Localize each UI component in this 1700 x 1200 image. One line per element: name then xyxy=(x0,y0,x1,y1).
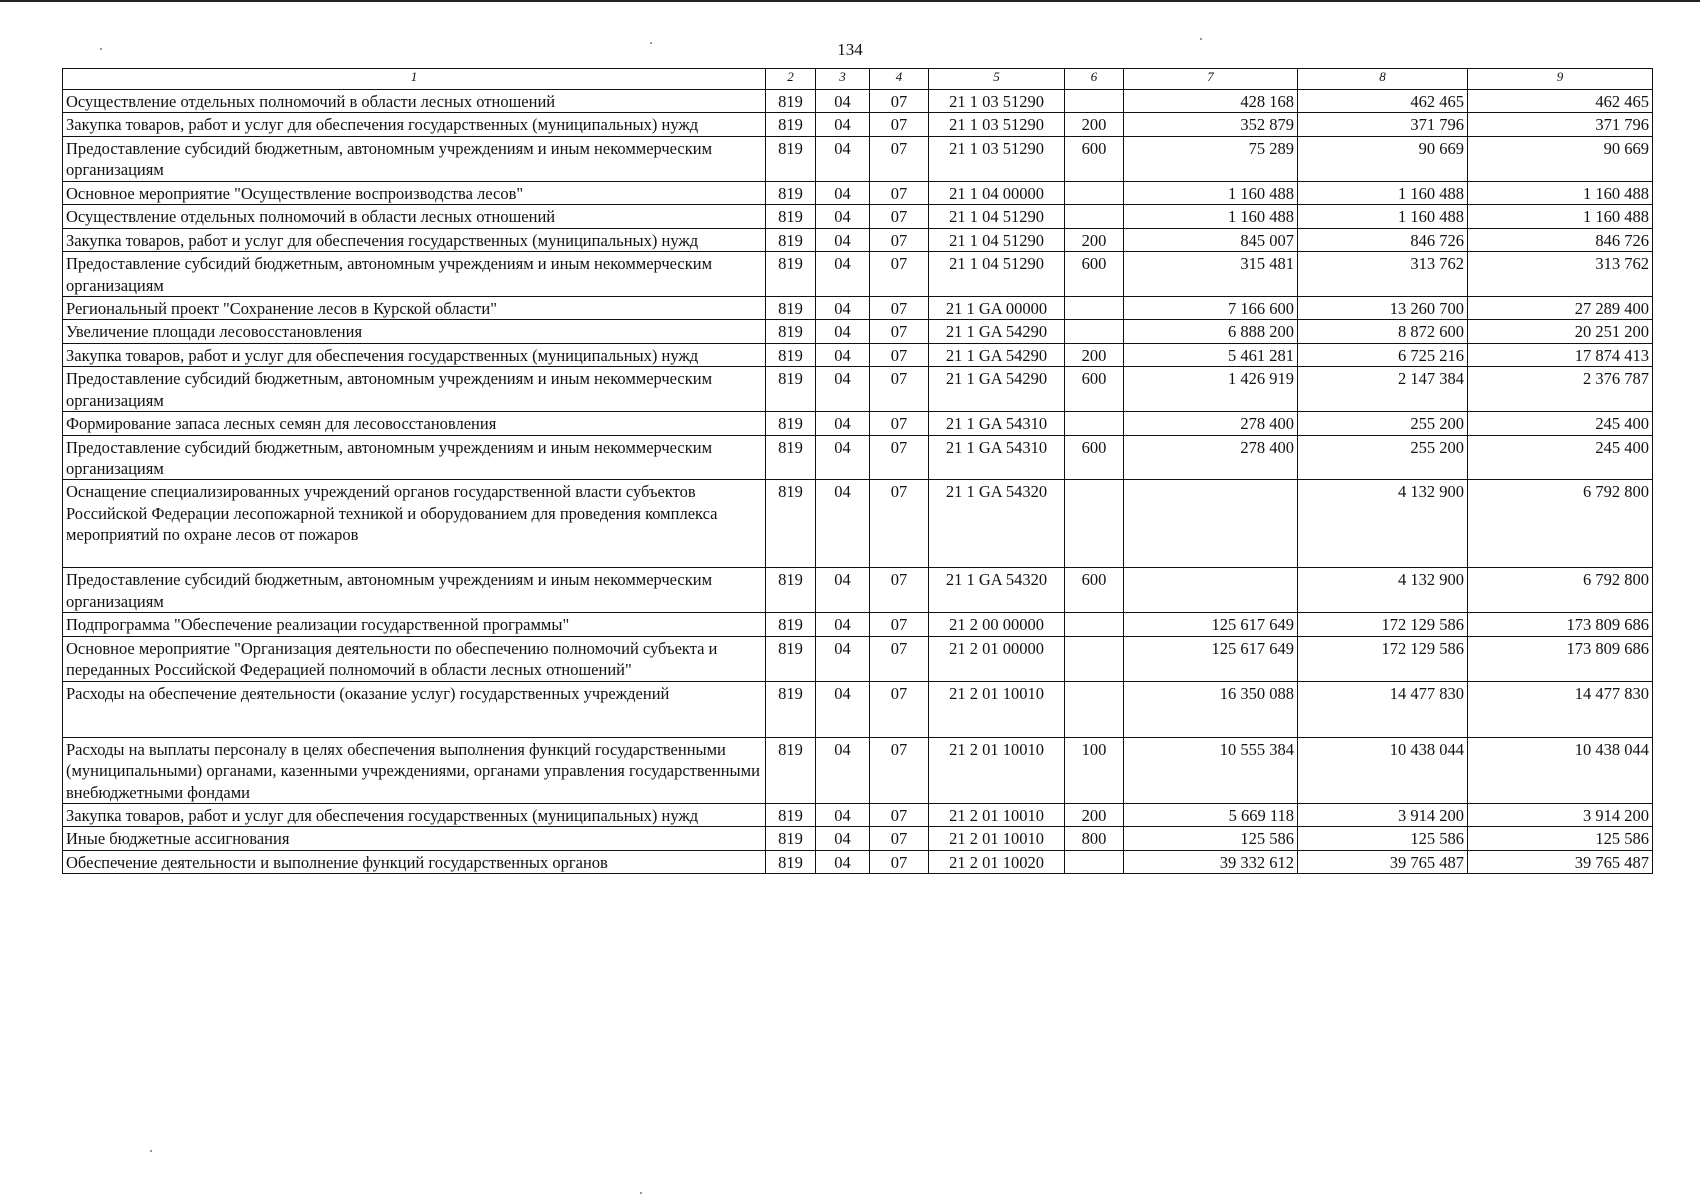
chapter-code: 819 xyxy=(766,113,816,136)
section-code: 04 xyxy=(816,367,870,412)
amount-col-8: 255 200 xyxy=(1298,412,1468,435)
row-name: Основное мероприятие "Осуществление воспроизводства лесов" xyxy=(63,181,766,204)
amount-col-7: 1 160 488 xyxy=(1124,181,1298,204)
column-header: 6 xyxy=(1065,69,1124,90)
amount-col-8: 172 129 586 xyxy=(1298,636,1468,681)
table-row xyxy=(63,136,1653,181)
section-code: 04 xyxy=(816,681,870,737)
section-code: 04 xyxy=(816,252,870,297)
amount-col-9: 313 762 xyxy=(1468,252,1653,297)
chapter-code: 819 xyxy=(766,296,816,319)
amount-col-9: 371 796 xyxy=(1468,113,1653,136)
scan-speck xyxy=(640,1192,642,1194)
table-row xyxy=(63,90,1653,113)
budget-table xyxy=(62,68,1653,874)
section-code: 04 xyxy=(816,320,870,343)
table-row xyxy=(63,850,1653,873)
expense-type-code: 600 xyxy=(1065,367,1124,412)
amount-col-8: 172 129 586 xyxy=(1298,613,1468,636)
amount-col-7: 352 879 xyxy=(1124,113,1298,136)
chapter-code: 819 xyxy=(766,827,816,850)
amount-col-7: 125 617 649 xyxy=(1124,636,1298,681)
target-article-code: 21 2 01 10010 xyxy=(929,803,1065,826)
amount-col-8: 2 147 384 xyxy=(1298,367,1468,412)
subsection-code: 07 xyxy=(870,181,929,204)
table-row xyxy=(63,827,1653,850)
subsection-code: 07 xyxy=(870,320,929,343)
row-name: Предоставление субсидий бюджетным, автономным учреждениям и иным некоммерческим организациям xyxy=(63,367,766,412)
expense-type-code xyxy=(1065,412,1124,435)
column-header: 5 xyxy=(929,69,1065,90)
amount-col-9: 2 376 787 xyxy=(1468,367,1653,412)
chapter-code: 819 xyxy=(766,252,816,297)
amount-col-9: 245 400 xyxy=(1468,435,1653,480)
amount-col-7: 125 586 xyxy=(1124,827,1298,850)
target-article-code: 21 1 GA 54290 xyxy=(929,320,1065,343)
amount-col-7: 845 007 xyxy=(1124,228,1298,251)
amount-col-9: 39 765 487 xyxy=(1468,850,1653,873)
subsection-code: 07 xyxy=(870,568,929,613)
amount-col-9: 20 251 200 xyxy=(1468,320,1653,343)
amount-col-8: 4 132 900 xyxy=(1298,568,1468,613)
column-header: 7 xyxy=(1124,69,1298,90)
row-name: Основное мероприятие "Организация деятельности по обеспечению полномочий субъекта и переданных Российской Федерацией полномочий в области лесных отношений" xyxy=(63,636,766,681)
amount-col-9: 1 160 488 xyxy=(1468,181,1653,204)
section-code: 04 xyxy=(816,803,870,826)
table-row xyxy=(63,367,1653,412)
amount-col-7 xyxy=(1124,568,1298,613)
target-article-code: 21 1 04 51290 xyxy=(929,252,1065,297)
amount-col-7: 7 166 600 xyxy=(1124,296,1298,319)
amount-col-8: 255 200 xyxy=(1298,435,1468,480)
expense-type-code: 600 xyxy=(1065,435,1124,480)
amount-col-7: 6 888 200 xyxy=(1124,320,1298,343)
amount-col-8: 6 725 216 xyxy=(1298,343,1468,366)
page-number: 134 xyxy=(837,40,863,59)
expense-type-code xyxy=(1065,636,1124,681)
amount-col-9: 173 809 686 xyxy=(1468,613,1653,636)
amount-col-7 xyxy=(1124,480,1298,568)
table-row xyxy=(63,320,1653,343)
section-code: 04 xyxy=(816,113,870,136)
chapter-code: 819 xyxy=(766,681,816,737)
section-code: 04 xyxy=(816,827,870,850)
expense-type-code: 200 xyxy=(1065,343,1124,366)
amount-col-7: 278 400 xyxy=(1124,435,1298,480)
target-article-code: 21 2 01 10010 xyxy=(929,681,1065,737)
column-header: 2 xyxy=(766,69,816,90)
row-name: Осуществление отдельных полномочий в области лесных отношений xyxy=(63,205,766,228)
section-code: 04 xyxy=(816,136,870,181)
amount-col-7: 39 332 612 xyxy=(1124,850,1298,873)
row-name: Расходы на выплаты персоналу в целях обеспечения выполнения функций государственными (муниципальными) органами, казенными учреждениями, органами управления государственными внебюджетными фондами xyxy=(63,737,766,803)
subsection-code: 07 xyxy=(870,480,929,568)
chapter-code: 819 xyxy=(766,850,816,873)
section-code: 04 xyxy=(816,480,870,568)
row-name: Подпрограмма "Обеспечение реализации государственной программы" xyxy=(63,613,766,636)
expense-type-code xyxy=(1065,613,1124,636)
column-header: 3 xyxy=(816,69,870,90)
amount-col-7: 428 168 xyxy=(1124,90,1298,113)
row-name: Предоставление субсидий бюджетным, автономным учреждениям и иным некоммерческим организациям xyxy=(63,252,766,297)
table-row xyxy=(63,435,1653,480)
amount-col-9: 173 809 686 xyxy=(1468,636,1653,681)
expense-type-code xyxy=(1065,296,1124,319)
section-code: 04 xyxy=(816,343,870,366)
table-row xyxy=(63,228,1653,251)
row-name: Закупка товаров, работ и услуг для обеспечения государственных (муниципальных) нужд xyxy=(63,343,766,366)
subsection-code: 07 xyxy=(870,636,929,681)
row-name: Осуществление отдельных полномочий в области лесных отношений xyxy=(63,90,766,113)
subsection-code: 07 xyxy=(870,803,929,826)
target-article-code: 21 1 GA 54310 xyxy=(929,435,1065,480)
expense-type-code: 200 xyxy=(1065,113,1124,136)
subsection-code: 07 xyxy=(870,435,929,480)
table-row xyxy=(63,205,1653,228)
table-row xyxy=(63,480,1653,568)
expense-type-code xyxy=(1065,90,1124,113)
row-name: Оснащение специализированных учреждений органов государственной власти субъектов Российской Федерации лесопожарной техникой и оборудованием для проведения комплекса мероприятий по охране лесов от пожаров xyxy=(63,480,766,568)
chapter-code: 819 xyxy=(766,367,816,412)
subsection-code: 07 xyxy=(870,367,929,412)
table-row xyxy=(63,803,1653,826)
amount-col-8: 90 669 xyxy=(1298,136,1468,181)
section-code: 04 xyxy=(816,296,870,319)
row-name: Увеличение площади лесовосстановления xyxy=(63,320,766,343)
expense-type-code xyxy=(1065,480,1124,568)
amount-col-8: 10 438 044 xyxy=(1298,737,1468,803)
amount-col-7: 315 481 xyxy=(1124,252,1298,297)
row-name: Региональный проект "Сохранение лесов в Курской области" xyxy=(63,296,766,319)
amount-col-9: 17 874 413 xyxy=(1468,343,1653,366)
row-name: Обеспечение деятельности и выполнение функций государственных органов xyxy=(63,850,766,873)
section-code: 04 xyxy=(816,205,870,228)
amount-col-9: 462 465 xyxy=(1468,90,1653,113)
chapter-code: 819 xyxy=(766,136,816,181)
expense-type-code xyxy=(1065,850,1124,873)
section-code: 04 xyxy=(816,850,870,873)
scan-speck xyxy=(650,42,652,44)
target-article-code: 21 1 GA 54290 xyxy=(929,367,1065,412)
chapter-code: 819 xyxy=(766,90,816,113)
amount-col-8: 3 914 200 xyxy=(1298,803,1468,826)
subsection-code: 07 xyxy=(870,737,929,803)
chapter-code: 819 xyxy=(766,181,816,204)
table-row xyxy=(63,252,1653,297)
table-row xyxy=(63,568,1653,613)
amount-col-9: 6 792 800 xyxy=(1468,480,1653,568)
chapter-code: 819 xyxy=(766,613,816,636)
row-name: Закупка товаров, работ и услуг для обеспечения государственных (муниципальных) нужд xyxy=(63,113,766,136)
amount-col-7: 125 617 649 xyxy=(1124,613,1298,636)
amount-col-9: 3 914 200 xyxy=(1468,803,1653,826)
expense-type-code: 800 xyxy=(1065,827,1124,850)
scan-speck xyxy=(1200,38,1202,40)
row-name: Закупка товаров, работ и услуг для обеспечения государственных (муниципальных) нужд xyxy=(63,228,766,251)
amount-col-8: 313 762 xyxy=(1298,252,1468,297)
subsection-code: 07 xyxy=(870,228,929,251)
top-border-line xyxy=(0,0,1700,2)
row-name: Иные бюджетные ассигнования xyxy=(63,827,766,850)
table-row xyxy=(63,737,1653,803)
column-header: 9 xyxy=(1468,69,1653,90)
amount-col-8: 1 160 488 xyxy=(1298,181,1468,204)
column-header: 4 xyxy=(870,69,929,90)
chapter-code: 819 xyxy=(766,205,816,228)
target-article-code: 21 1 GA 54310 xyxy=(929,412,1065,435)
row-name: Предоставление субсидий бюджетным, автономным учреждениям и иным некоммерческим организациям xyxy=(63,435,766,480)
subsection-code: 07 xyxy=(870,412,929,435)
table-row xyxy=(63,681,1653,737)
expense-type-code: 600 xyxy=(1065,252,1124,297)
chapter-code: 819 xyxy=(766,636,816,681)
chapter-code: 819 xyxy=(766,228,816,251)
target-article-code: 21 1 GA 00000 xyxy=(929,296,1065,319)
subsection-code: 07 xyxy=(870,205,929,228)
amount-col-8: 39 765 487 xyxy=(1298,850,1468,873)
chapter-code: 819 xyxy=(766,320,816,343)
expense-type-code: 600 xyxy=(1065,136,1124,181)
amount-col-9: 27 289 400 xyxy=(1468,296,1653,319)
target-article-code: 21 2 00 00000 xyxy=(929,613,1065,636)
table-row xyxy=(63,613,1653,636)
section-code: 04 xyxy=(816,435,870,480)
expense-type-code xyxy=(1065,181,1124,204)
row-name: Предоставление субсидий бюджетным, автономным учреждениям и иным некоммерческим организациям xyxy=(63,136,766,181)
target-article-code: 21 1 04 51290 xyxy=(929,205,1065,228)
chapter-code: 819 xyxy=(766,568,816,613)
amount-col-7: 16 350 088 xyxy=(1124,681,1298,737)
amount-col-8: 14 477 830 xyxy=(1298,681,1468,737)
table-body xyxy=(63,90,1653,874)
expense-type-code xyxy=(1065,205,1124,228)
row-name: Предоставление субсидий бюджетным, автономным учреждениям и иным некоммерческим организациям xyxy=(63,568,766,613)
amount-col-8: 846 726 xyxy=(1298,228,1468,251)
row-name: Расходы на обеспечение деятельности (оказание услуг) государственных учреждений xyxy=(63,681,766,737)
table-header xyxy=(63,69,1653,90)
expense-type-code xyxy=(1065,320,1124,343)
target-article-code: 21 2 01 00000 xyxy=(929,636,1065,681)
section-code: 04 xyxy=(816,568,870,613)
amount-col-7: 10 555 384 xyxy=(1124,737,1298,803)
amount-col-9: 1 160 488 xyxy=(1468,205,1653,228)
amount-col-7: 75 289 xyxy=(1124,136,1298,181)
amount-col-8: 13 260 700 xyxy=(1298,296,1468,319)
column-header: 1 xyxy=(63,69,766,90)
subsection-code: 07 xyxy=(870,252,929,297)
subsection-code: 07 xyxy=(870,296,929,319)
target-article-code: 21 2 01 10010 xyxy=(929,827,1065,850)
amount-col-7: 1 426 919 xyxy=(1124,367,1298,412)
table-row xyxy=(63,113,1653,136)
amount-col-7: 1 160 488 xyxy=(1124,205,1298,228)
amount-col-7: 5 669 118 xyxy=(1124,803,1298,826)
amount-col-8: 371 796 xyxy=(1298,113,1468,136)
target-article-code: 21 1 04 51290 xyxy=(929,228,1065,251)
section-code: 04 xyxy=(816,737,870,803)
scan-speck xyxy=(150,1150,152,1152)
table-row xyxy=(63,296,1653,319)
chapter-code: 819 xyxy=(766,435,816,480)
amount-col-9: 125 586 xyxy=(1468,827,1653,850)
target-article-code: 21 1 GA 54320 xyxy=(929,480,1065,568)
target-article-code: 21 2 01 10010 xyxy=(929,737,1065,803)
amount-col-8: 8 872 600 xyxy=(1298,320,1468,343)
chapter-code: 819 xyxy=(766,737,816,803)
expense-type-code: 200 xyxy=(1065,803,1124,826)
chapter-code: 819 xyxy=(766,343,816,366)
expense-type-code: 100 xyxy=(1065,737,1124,803)
amount-col-9: 14 477 830 xyxy=(1468,681,1653,737)
amount-col-9: 245 400 xyxy=(1468,412,1653,435)
amount-col-9: 10 438 044 xyxy=(1468,737,1653,803)
amount-col-9: 846 726 xyxy=(1468,228,1653,251)
column-header: 8 xyxy=(1298,69,1468,90)
section-code: 04 xyxy=(816,613,870,636)
amount-col-8: 125 586 xyxy=(1298,827,1468,850)
expense-type-code xyxy=(1065,681,1124,737)
section-code: 04 xyxy=(816,90,870,113)
chapter-code: 819 xyxy=(766,803,816,826)
table-row xyxy=(63,636,1653,681)
subsection-code: 07 xyxy=(870,90,929,113)
column-number-row xyxy=(63,69,1653,90)
table-row xyxy=(63,412,1653,435)
section-code: 04 xyxy=(816,636,870,681)
amount-col-8: 462 465 xyxy=(1298,90,1468,113)
target-article-code: 21 1 03 51290 xyxy=(929,136,1065,181)
target-article-code: 21 1 03 51290 xyxy=(929,113,1065,136)
table-row xyxy=(63,181,1653,204)
target-article-code: 21 1 03 51290 xyxy=(929,90,1065,113)
amount-col-9: 90 669 xyxy=(1468,136,1653,181)
section-code: 04 xyxy=(816,412,870,435)
section-code: 04 xyxy=(816,228,870,251)
subsection-code: 07 xyxy=(870,113,929,136)
target-article-code: 21 1 04 00000 xyxy=(929,181,1065,204)
chapter-code: 819 xyxy=(766,412,816,435)
section-code: 04 xyxy=(816,181,870,204)
subsection-code: 07 xyxy=(870,343,929,366)
subsection-code: 07 xyxy=(870,613,929,636)
target-article-code: 21 1 GA 54290 xyxy=(929,343,1065,366)
target-article-code: 21 2 01 10020 xyxy=(929,850,1065,873)
chapter-code: 819 xyxy=(766,480,816,568)
row-name: Формирование запаса лесных семян для лесовосстановления xyxy=(63,412,766,435)
amount-col-8: 1 160 488 xyxy=(1298,205,1468,228)
expense-type-code: 600 xyxy=(1065,568,1124,613)
amount-col-8: 4 132 900 xyxy=(1298,480,1468,568)
expense-type-code: 200 xyxy=(1065,228,1124,251)
subsection-code: 07 xyxy=(870,850,929,873)
amount-col-7: 5 461 281 xyxy=(1124,343,1298,366)
row-name: Закупка товаров, работ и услуг для обеспечения государственных (муниципальных) нужд xyxy=(63,803,766,826)
target-article-code: 21 1 GA 54320 xyxy=(929,568,1065,613)
table-row xyxy=(63,343,1653,366)
amount-col-7: 278 400 xyxy=(1124,412,1298,435)
amount-col-9: 6 792 800 xyxy=(1468,568,1653,613)
subsection-code: 07 xyxy=(870,136,929,181)
scan-speck xyxy=(100,48,102,50)
subsection-code: 07 xyxy=(870,681,929,737)
subsection-code: 07 xyxy=(870,827,929,850)
